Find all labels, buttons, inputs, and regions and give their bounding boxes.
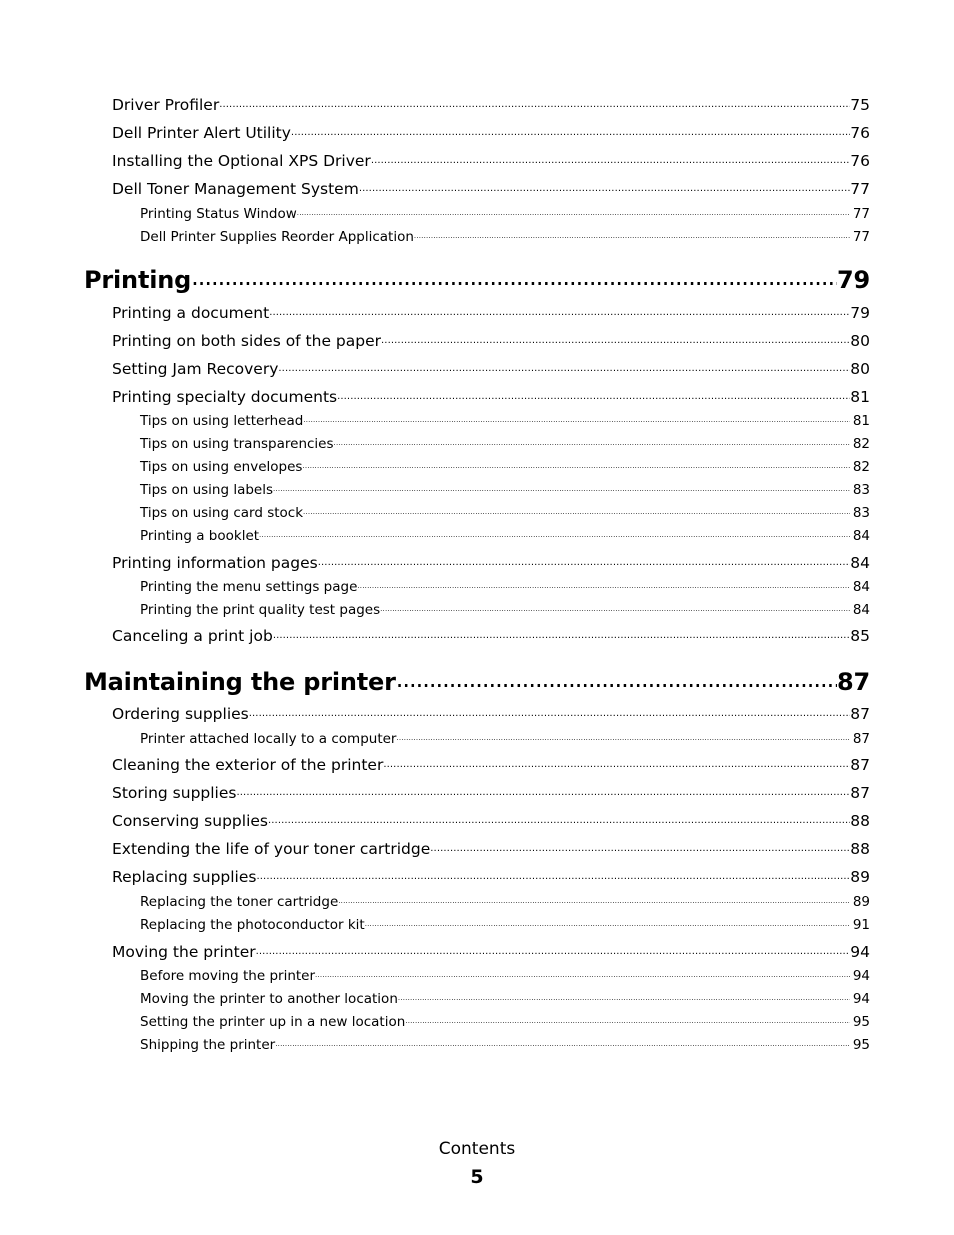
toc-entry-title: Moving the printer to another location (140, 991, 398, 1007)
toc-leader (371, 146, 850, 166)
toc-entry-page: 81 (850, 388, 870, 406)
toc-entry-title: Setting the printer up in a new location (140, 1014, 406, 1030)
toc-entry[interactable] (84, 548, 870, 572)
toc-leader (291, 118, 850, 138)
toc-entry-page: 89 (852, 894, 870, 910)
toc-entry-page: 89 (850, 868, 870, 886)
toc-subentry[interactable] (84, 200, 870, 222)
toc-leader (380, 596, 850, 614)
toc-leader (334, 430, 850, 448)
toc-leader (383, 750, 850, 770)
toc-entry[interactable] (84, 90, 870, 114)
toc-chapter-title: Printing (84, 266, 192, 294)
toc-entry-page: 77 (850, 180, 870, 198)
toc-leader (297, 200, 850, 218)
toc-chapter-page: 79 (837, 266, 870, 294)
toc-subentry[interactable] (84, 476, 870, 498)
toc-entry[interactable] (84, 778, 870, 802)
footer-page-number: 5 (470, 1166, 484, 1188)
toc-leader (273, 621, 850, 641)
toc-entry-page: 84 (850, 554, 870, 572)
toc-entry-title: Printing Status Window (140, 206, 297, 222)
toc-leader (381, 326, 850, 346)
toc-leader (337, 382, 850, 402)
toc-leader (396, 660, 837, 690)
toc-leader (303, 407, 850, 425)
toc-entry[interactable] (84, 174, 870, 198)
toc-entry-page: 87 (852, 731, 870, 747)
toc-subentry[interactable] (84, 962, 870, 984)
toc-leader (359, 174, 850, 194)
toc-entry[interactable] (84, 862, 870, 886)
toc-entry-title: Storing supplies (112, 784, 237, 802)
toc-entry-title: Printing specialty documents (112, 388, 338, 406)
toc-leader (273, 476, 850, 494)
toc-entry-page: 91 (852, 917, 870, 933)
toc-entry-title: Tips on using letterhead (140, 413, 304, 429)
toc-entry-page: 77 (852, 229, 870, 245)
toc-entry-title: Replacing the photoconductor kit (140, 917, 365, 933)
toc-entry-title: Replacing supplies (112, 868, 257, 886)
toc-entry-page: 94 (850, 943, 870, 961)
toc-subentry[interactable] (84, 499, 870, 521)
toc-entry-title: Shipping the printer (140, 1037, 276, 1053)
toc-entry-title: Printing on both sides of the paper (112, 332, 382, 350)
toc-entry[interactable] (84, 937, 870, 961)
toc-entry-page: 85 (850, 627, 870, 645)
footer-section-label: Contents (438, 1139, 516, 1159)
toc-entry-title: Printing a booklet (140, 528, 260, 544)
toc-entry-page: 76 (850, 152, 870, 170)
toc-entry-title: Cleaning the exterior of the printer (112, 756, 384, 774)
toc-entry-title: Canceling a print job (112, 627, 273, 645)
toc-leader (398, 985, 850, 1003)
toc-entry[interactable] (84, 699, 870, 723)
toc-entry[interactable] (84, 834, 870, 858)
toc-leader (191, 258, 837, 288)
toc-entry-page: 94 (852, 968, 870, 984)
toc-leader (259, 522, 850, 540)
toc-entry[interactable] (84, 298, 870, 322)
toc-entry[interactable] (84, 326, 870, 350)
toc-leader (268, 806, 850, 826)
toc-chapter-heading[interactable] (84, 660, 870, 694)
toc-entry-title: Dell Printer Supplies Reorder Application (140, 229, 414, 245)
toc-subentry[interactable] (84, 223, 870, 245)
toc-entry[interactable] (84, 806, 870, 830)
toc-entry-page: 83 (852, 482, 870, 498)
toc-leader (315, 962, 850, 980)
toc-entry-page: 84 (852, 602, 870, 618)
toc-leader (365, 911, 850, 929)
toc-entry-title: Dell Printer Alert Utility (112, 124, 291, 142)
toc-entry-title: Moving the printer (112, 943, 256, 961)
toc-entry-page: 80 (850, 360, 870, 378)
toc-entry-page: 77 (852, 206, 870, 222)
toc-subentry[interactable] (84, 522, 870, 544)
toc-entry-page: 82 (852, 436, 870, 452)
toc-subentry[interactable] (84, 596, 870, 618)
toc-leader (430, 834, 850, 854)
toc-leader (278, 354, 850, 374)
toc-leader (236, 778, 850, 798)
toc-entry-page: 88 (850, 812, 870, 830)
toc-entry-title: Replacing the toner cartridge (140, 894, 339, 910)
toc-entry-title: Tips on using envelopes (140, 459, 303, 475)
toc-leader (275, 1031, 850, 1049)
toc-subentry[interactable] (84, 453, 870, 475)
toc-entry-title: Dell Toner Management System (112, 180, 359, 198)
toc-leader (302, 453, 849, 471)
toc-entry-title: Conserving supplies (112, 812, 268, 830)
toc-leader (249, 699, 851, 719)
toc-chapter-page: 87 (837, 668, 870, 696)
toc-leader (396, 725, 849, 743)
toc-entry-title: Before moving the printer (140, 968, 316, 984)
toc-leader (338, 888, 850, 906)
toc-entry-page: 76 (850, 124, 870, 142)
toc-entry-title: Printing the print quality test pages (140, 602, 381, 618)
toc-entry-title: Printing information pages (112, 554, 318, 572)
toc-entry-page: 87 (850, 756, 870, 774)
toc-entry[interactable] (84, 146, 870, 170)
toc-entry[interactable] (84, 354, 870, 378)
toc-subentry[interactable] (84, 985, 870, 1007)
toc-entry-title: Printer attached locally to a computer (140, 731, 397, 747)
toc-entry-title: Extending the life of your toner cartridge (112, 840, 431, 858)
toc-subentry[interactable] (84, 725, 870, 747)
toc-entry-page: 87 (850, 705, 870, 723)
toc-subentry[interactable] (84, 911, 870, 933)
toc-chapter-title: Maintaining the printer (84, 668, 396, 696)
toc-leader (256, 937, 851, 957)
toc-entry-page: 95 (852, 1014, 870, 1030)
toc-entry-title: Tips on using labels (140, 482, 274, 498)
toc-entry-title: Ordering supplies (112, 705, 249, 723)
toc-entry-page: 88 (850, 840, 870, 858)
toc-entry[interactable] (84, 382, 870, 406)
toc-entry-title: Driver Profiler (112, 96, 220, 114)
toc-subentry[interactable] (84, 407, 870, 429)
toc-entry-page: 83 (852, 505, 870, 521)
toc-leader (405, 1008, 850, 1026)
toc-entry-title: Printing a document (112, 304, 270, 322)
toc-entry-page: 81 (852, 413, 870, 429)
toc-entry-page: 75 (850, 96, 870, 114)
toc-leader (303, 499, 850, 517)
toc-entry[interactable] (84, 750, 870, 774)
toc-entry-title: Tips on using card stock (140, 505, 304, 521)
toc-leader (357, 573, 849, 591)
toc-leader (269, 298, 850, 318)
toc-subentry[interactable] (84, 573, 870, 595)
toc-subentry[interactable] (84, 888, 870, 910)
toc-entry-title: Setting Jam Recovery (112, 360, 279, 378)
toc-entry-page: 80 (850, 332, 870, 350)
toc-entry-page: 95 (852, 1037, 870, 1053)
toc-subentry[interactable] (84, 1008, 870, 1030)
toc-leader (318, 548, 851, 568)
toc-entry-page: 84 (852, 528, 870, 544)
toc-entry-page: 84 (852, 579, 870, 595)
toc-subentry[interactable] (84, 430, 870, 452)
toc-entry-title: Printing the menu settings page (140, 579, 358, 595)
toc-entry-page: 82 (852, 459, 870, 475)
toc-leader (256, 862, 850, 882)
toc-entry-page: 79 (850, 304, 870, 322)
toc-subentry[interactable] (84, 1031, 870, 1053)
toc-leader (219, 90, 850, 110)
toc-entry[interactable] (84, 621, 870, 645)
toc-entry-page: 87 (850, 784, 870, 802)
toc-entry-title: Tips on using transparencies (140, 436, 334, 452)
toc-chapter-heading[interactable] (84, 258, 870, 292)
toc-entry[interactable] (84, 118, 870, 142)
toc-entry-page: 94 (852, 991, 870, 1007)
toc-entry-title: Installing the Optional XPS Driver (112, 152, 371, 170)
toc-leader (414, 223, 850, 241)
